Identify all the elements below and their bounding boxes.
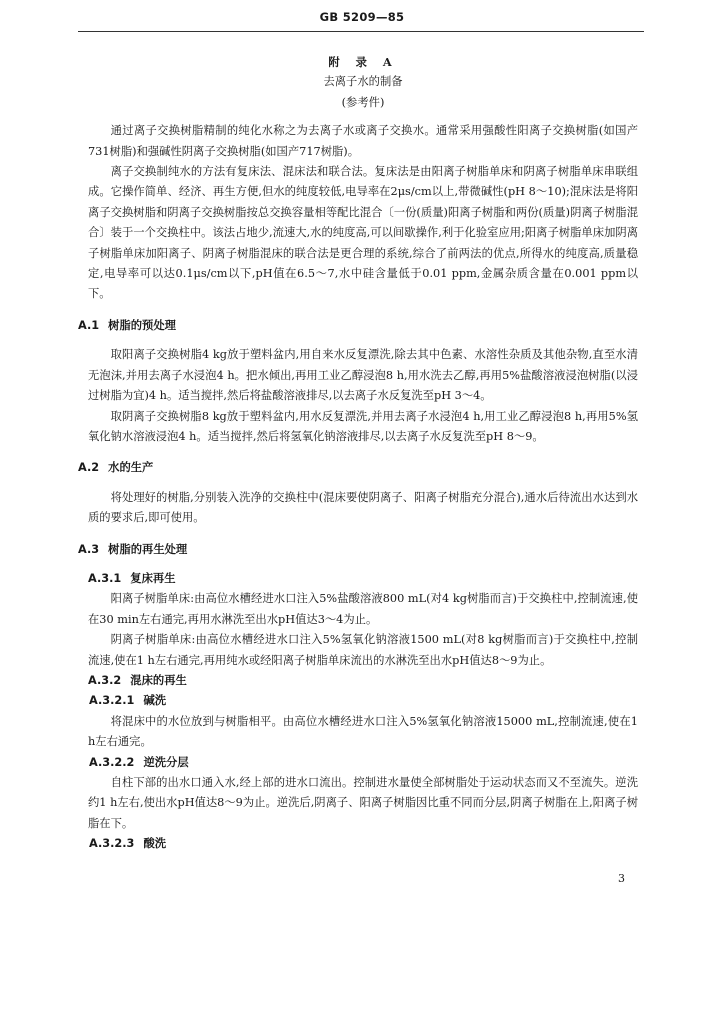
a31-paragraph-2: 阴离子树脂单床:由高位水槽经进水口注入5%氢氧化钠溶液1500 mL(对8 kg树脂而言)于交换柱中,控制流速,使在1 h左右通完,再用纯水或经阳离子树脂单床流出的水淋洗至出水pH值达8～9为止。 (88, 633, 638, 667)
page-number: 3 (618, 872, 625, 885)
annex-title: 去离子水的制备 (323, 75, 403, 89)
section-a31-heading (88, 569, 638, 589)
a31-paragraph-1: 阳离子树脂单床:由高位水槽经进水口注入5%盐酸溶液800 mL(对4 kg树脂而言)于交换柱中,控制流速,使在30 min左右通完,再用水淋洗至出水pH值达3～4为止。 (88, 592, 638, 626)
section-title: 复床再生 (130, 571, 176, 585)
section-a32-heading (88, 671, 638, 691)
section-title: 树脂的预处理 (108, 318, 176, 332)
intro-paragraph-2: 离子交换制纯水的方法有复床法、混床法和联合法。复床法是由阳离子树脂单床和阴离子树脂单床串联组成。它操作简单、经济、再生方便,但水的纯度较低,电导率在2μs/cm以上,带微碱性(pH 8～10);混床法是将阳离子交换树脂和阴离子交换树脂按总交换容量相等配比混合〔一份(质量)阳离子树脂和两份(质量)阴离子树脂混合〕装于一个交换柱中。该法占地少,流速大,水的纯度高,可以间歇操作,利于化验室应用;阳离子树脂单床加阴离子树脂单床加阳离子、阴离子树脂混床的联合法是更合理的系统,综合了前两法的优点,所得水的纯度高,质量稳定,电导率可以达0.1μs/cm以下,pH值在6.5～7,水中硅含量低于0.01 ppm,金属杂质含量在0.001 ppm以下。 (88, 165, 638, 301)
section-a3-heading (78, 540, 638, 560)
annex-note: (参考件) (341, 95, 385, 109)
section-a323-heading (89, 834, 638, 854)
page-content (78, 52, 638, 855)
section-number: A.3.2.2 (89, 755, 135, 769)
a1-paragraph-2: 取阴离子交换树脂8 kg放于塑料盆内,用水反复漂洗,并用去离子水浸泡4 h,用工业乙醇浸泡8 h,再用5%氢氧化钠水溶液浸泡4 h。适当搅拌,然后将氢氧化钠溶液排尽,以去离子水反复洗至pH 8～9。 (88, 409, 638, 443)
section-a1-heading (78, 316, 638, 336)
section-number: A.3.2.3 (89, 837, 135, 851)
section-number: A.3.2 (88, 673, 122, 687)
a2-paragraph-1: 将处理好的树脂,分别装入洗净的交换柱中(混床要使阴离子、阳离子树脂充分混合),通水后待流出水达到水质的要求后,即可使用。 (88, 490, 638, 525)
header-rule (78, 31, 644, 32)
section-number: A.3.2.1 (89, 694, 135, 708)
section-title: 酸洗 (143, 837, 167, 851)
a1-paragraph-1: 取阳离子交换树脂4 kg放于塑料盆内,用自来水反复漂洗,除去其中色素、水溶性杂质及其他杂物,直至水清无泡沫,并用去离子水浸泡4 h。把水倾出,再用工业乙醇浸泡8 h,用水洗去乙醇,再用5%盐酸溶液浸泡树脂(以浸过树脂为宜)4 h。适当搅拌,然后将盐酸溶液排尽,以去离子水反复洗至pH 3～4。 (88, 348, 638, 403)
section-a2-heading (78, 458, 638, 478)
section-number: A.3 (78, 542, 100, 556)
intro-paragraph-1: 通过离子交换树脂精制的纯化水称之为去离子水或离子交换水。通常采用强酸性阳离子交换树脂(如国产731树脂)和强碱性阴离子交换树脂(如国产717树脂)。 (88, 124, 638, 158)
a322-paragraph-1: 自柱下部的出水口通入水,经上部的进水口流出。控制进水量使全部树脂处于运动状态而又不至流失。逆洗约1 h左右,使出水pH值达8～9为止。逆洗后,阴离子、阳离子树脂因比重不同而分层,阴离子树脂在上,阳离子树脂在下。 (88, 776, 638, 830)
section-title: 树脂的再生处理 (108, 542, 188, 556)
section-title: 混床的再生 (130, 673, 187, 687)
standard-number: GB 5209—85 (319, 10, 405, 24)
a321-paragraph-1: 将混床中的水位放到与树脂相平。由高位水槽经进水口注入5%氢氧化钠溶液15000 mL,控制流速,使在1 h左右通完。 (88, 714, 638, 749)
section-title: 碱洗 (143, 694, 167, 708)
section-number: A.2 (78, 461, 100, 475)
section-a322-heading (89, 753, 638, 773)
section-a321-heading (89, 691, 638, 711)
section-title: 水的生产 (108, 461, 154, 475)
annex-label: 附 录 A (328, 55, 398, 69)
section-number: A.1 (78, 318, 100, 332)
section-number: A.3.1 (88, 571, 122, 585)
section-title: 逆洗分层 (143, 755, 189, 769)
